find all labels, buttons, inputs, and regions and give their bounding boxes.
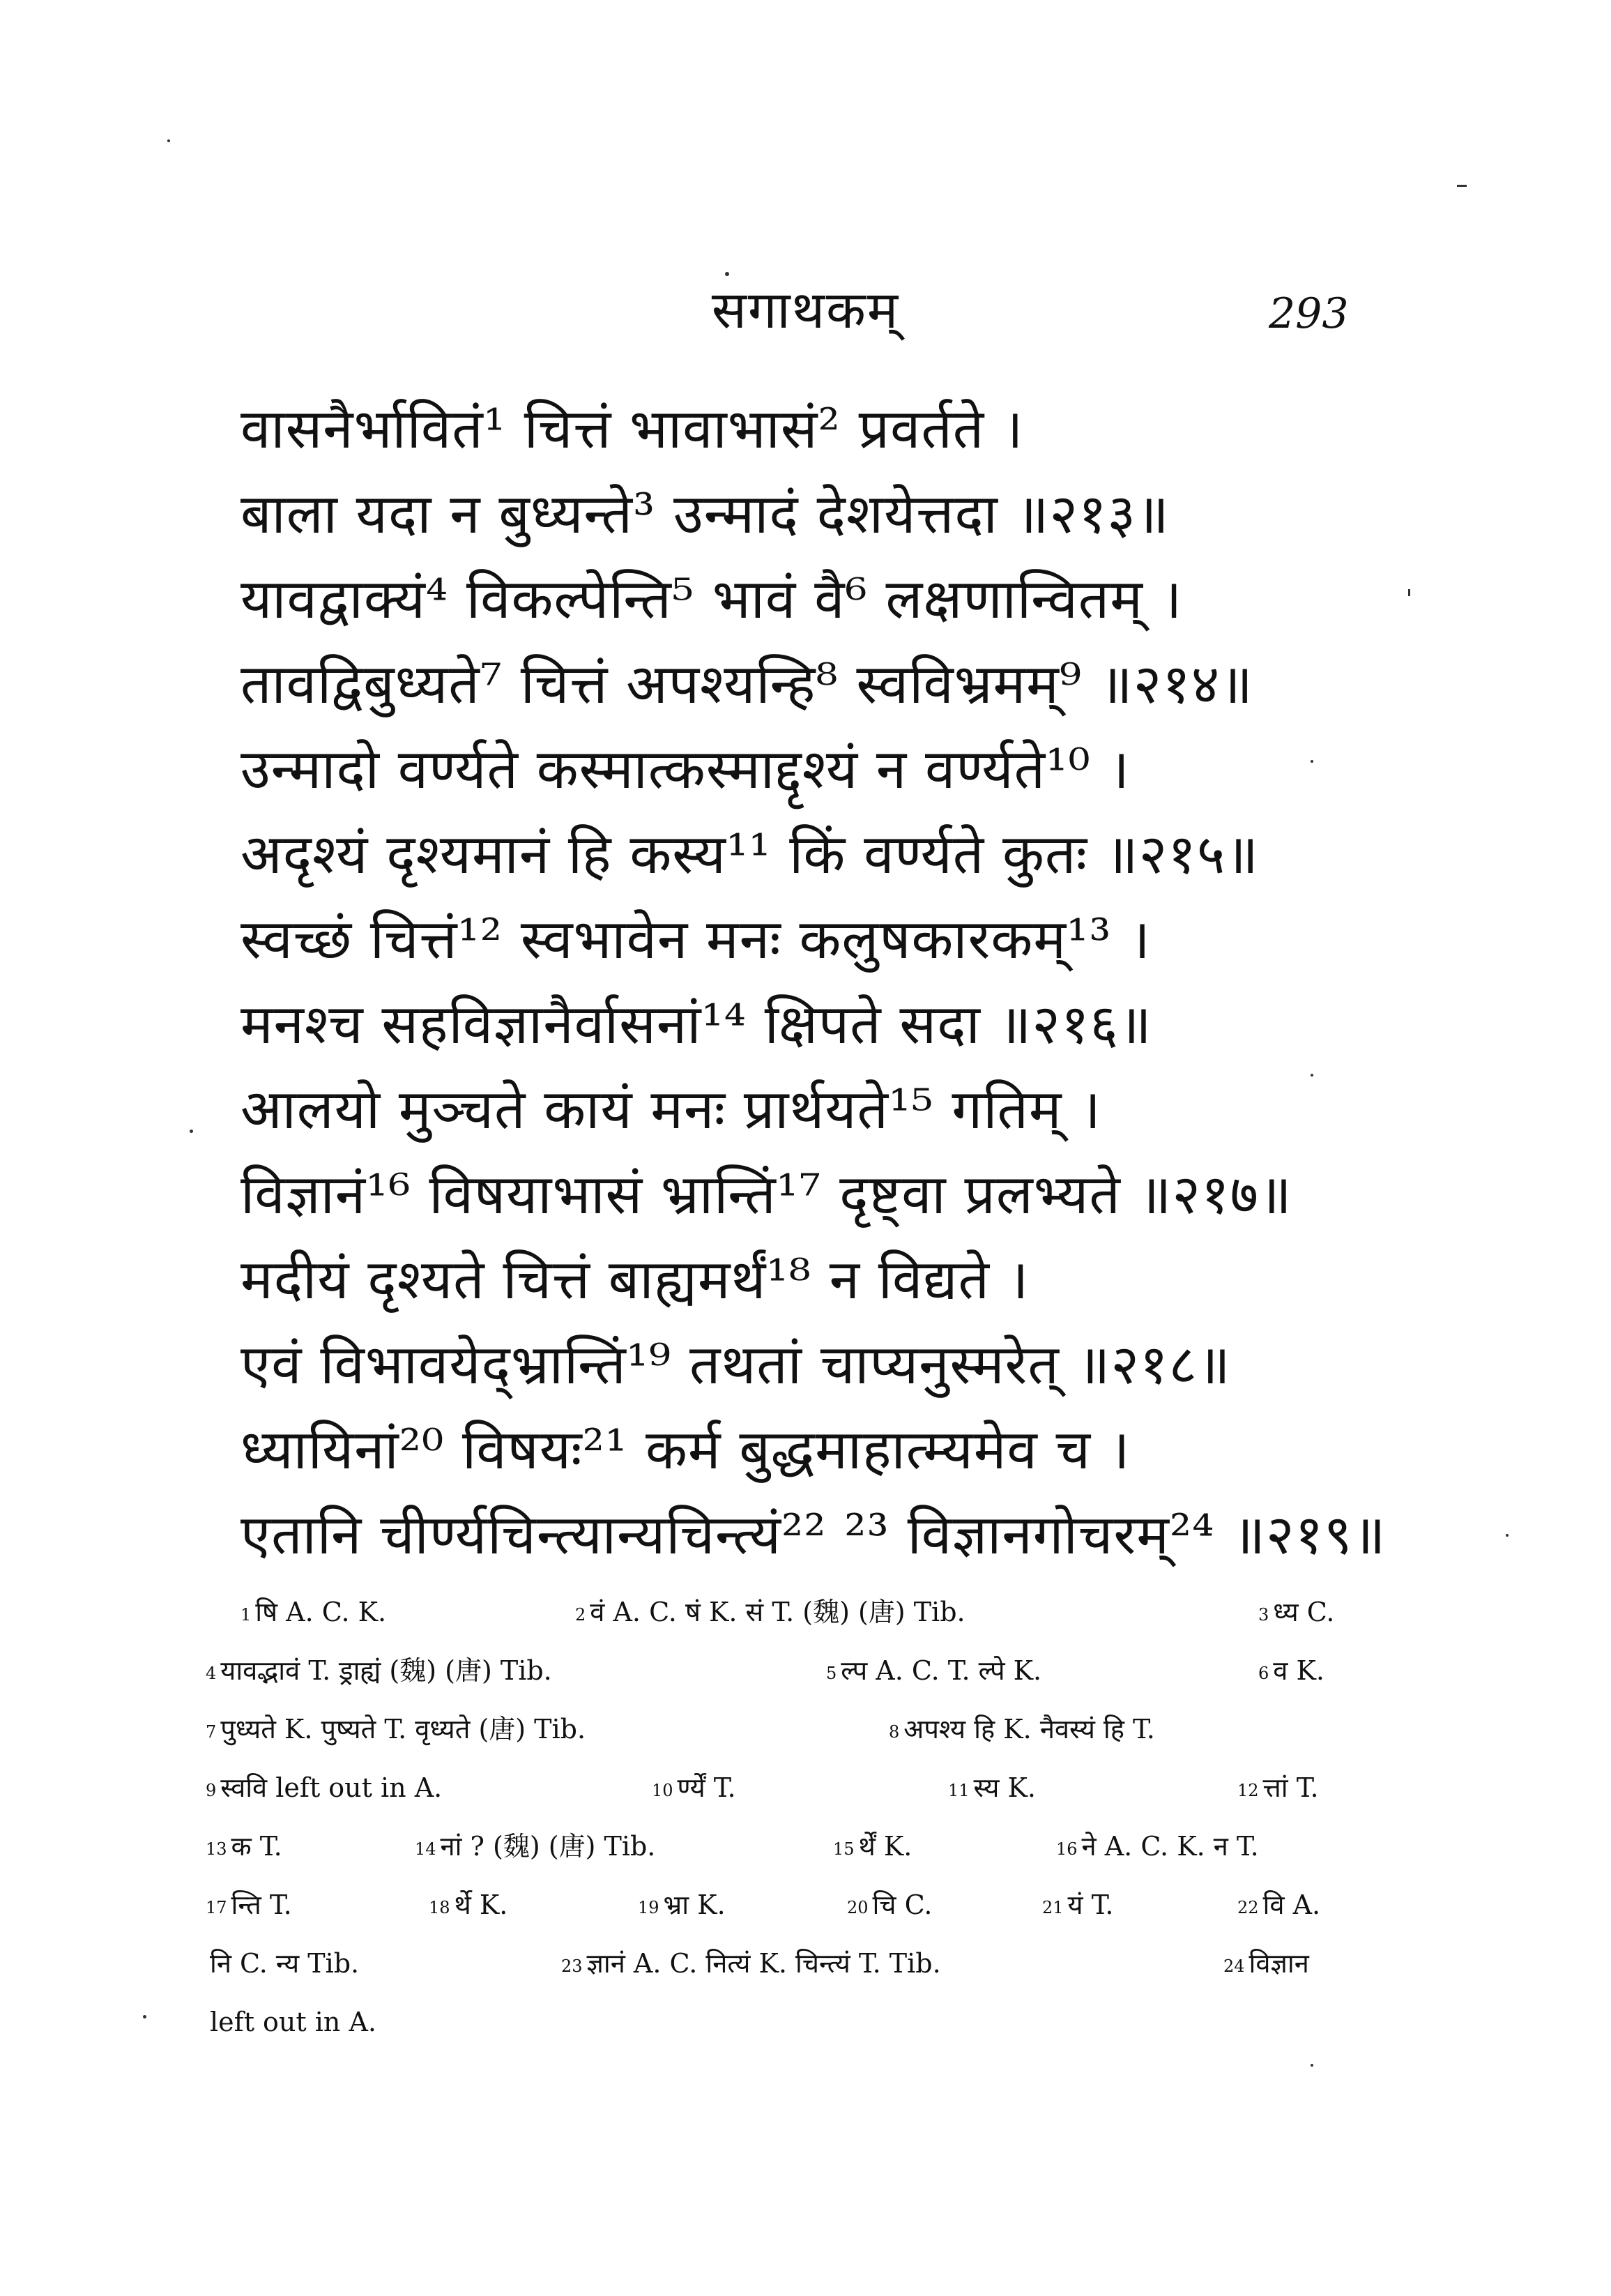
footnote-row	[206, 1934, 1384, 1993]
footnote: $^6$ व K.	[1258, 1655, 1324, 1686]
verse-line: विज्ञानं¹⁶ विषयाभासं भ्रान्तिं¹⁷ दृष्ट्वा प्रलभ्यते ॥२१७॥	[240, 1164, 1292, 1226]
scan-speck	[143, 2015, 146, 2018]
footnote: $^{18}$ र्थे K.	[429, 1890, 508, 1920]
verse-line: ध्यायिनां²⁰ विषयः²¹ कर्म बुद्धमाहात्म्यमेव च ।	[240, 1419, 1131, 1482]
verse-line: स्वच्छं चित्तं¹² स्वभावेन मनः कलुषकारकम्¹³ ।	[240, 908, 1151, 971]
scan-speck	[1311, 2064, 1313, 2067]
verse-line: आलयो मुञ्चते कायं मनः प्रार्थयते¹⁵ गतिम् ।	[240, 1079, 1101, 1141]
footnote: $^{19}$ भ्रा K.	[638, 1890, 726, 1920]
scan-speck	[1457, 185, 1467, 187]
footnote: $^7$ पुध्यते K. पुष्यते T. वृध्यते (唐) Tib.	[206, 1714, 586, 1744]
verse-line: एवं विभावयेद्भ्रान्तिं¹⁹ तथतां चाप्यनुस्मरेत् ॥२१८॥	[240, 1334, 1231, 1397]
footnote: $^{15}$ र्थें K.	[833, 1831, 913, 1862]
footnote: $^{14}$ नां ? (魏) (唐) Tib.	[415, 1831, 656, 1862]
scan-speck	[190, 1130, 193, 1133]
footnote: $^{11}$ स्य K.	[948, 1772, 1036, 1803]
verse-line: उन्मादो वर्ण्यते कस्मात्कस्माद्दृश्यं न वर्ण्यते¹⁰ ।	[240, 738, 1130, 801]
footnote-row	[206, 1758, 1384, 1817]
footnote: $^{20}$ चि C.	[847, 1890, 933, 1920]
footnotes	[206, 1583, 1384, 2051]
verse-line: अदृश्यं दृश्यमानं हि कस्य¹¹ किं वर्ण्यते कुतः ॥२१५॥	[240, 823, 1260, 886]
page-title: सगाथकम्	[711, 280, 900, 340]
footnote-row	[206, 1700, 1384, 1758]
footnote: left out in A.	[210, 2007, 376, 2037]
scan-speck	[1311, 760, 1313, 763]
page-number: 293	[1269, 289, 1349, 338]
footnote: $^1$ षि A. C. K.	[240, 1597, 387, 1627]
footnote-row	[206, 1817, 1384, 1876]
footnote: $^{21}$ यं T.	[1042, 1890, 1114, 1920]
footnote: $^2$ वं A. C. षं K. सं T. (魏) (唐) Tib.	[575, 1597, 965, 1627]
footnote: $^3$ ध्य C.	[1258, 1597, 1335, 1627]
footnote: $^8$ अपश्य हि K. नैवस्यं हि T.	[889, 1714, 1155, 1744]
footnote: $^9$ स्ववि left out in A.	[206, 1772, 443, 1803]
verse-line: मनश्च सहविज्ञानैर्वासनां¹⁴ क्षिपते सदा ॥२१६॥	[240, 994, 1152, 1056]
footnote: $^{16}$ ने A. C. K. न T.	[1056, 1831, 1259, 1862]
verse-line: वासनैर्भावितं¹ चित्तं भावाभासं² प्रवर्तते ।	[240, 398, 1024, 461]
footnote: $^{22}$ वि A.	[1237, 1890, 1321, 1920]
scan-speck	[1311, 1074, 1313, 1077]
verse-block	[240, 387, 1387, 1578]
footnote: $^{23}$ ज्ञानं A. C. नित्यं K. चिन्त्यं T. Tib.	[561, 1948, 941, 1979]
footnote-row	[206, 1876, 1384, 1934]
footnote: $^{13}$ क T.	[206, 1831, 282, 1862]
scan-speck	[1408, 589, 1410, 596]
scan-speck	[725, 272, 729, 276]
verse-line: बाला यदा न बुध्यन्ते³ उन्मादं देशयेत्तदा ॥२१३॥	[240, 483, 1170, 546]
footnote-row	[206, 1641, 1384, 1700]
footnote: $^{10}$ र्ण्यें T.	[652, 1772, 736, 1803]
footnote: $^{17}$ न्ति T.	[206, 1890, 292, 1920]
footnote: $^{24}$ विज्ञान	[1223, 1948, 1309, 1979]
scan-speck	[167, 139, 170, 142]
verse-line: मदीयं दृश्यते चित्तं बाह्यमर्थं¹⁸ न विद्यते ।	[240, 1249, 1030, 1312]
footnote: नि C. न्य Tib.	[210, 1948, 360, 1979]
footnote: $^{12}$ त्तां T.	[1237, 1772, 1319, 1803]
footnote: $^4$ यावद्भावं T. ड्राह्यं (魏) (唐) Tib.	[206, 1655, 552, 1686]
footnote: $^5$ ल्प A. C. T. ल्पे K.	[826, 1655, 1042, 1686]
verse-line: तावद्विबुध्यते⁷ चित्तं अपश्यन्हि⁸ स्वविभ्रमम्⁹ ॥२१४॥	[240, 653, 1254, 716]
verse-line: यावद्वाक्यं⁴ विकल्पेन्ति⁵ भावं वै⁶ लक्षणान्वितम् ।	[240, 568, 1183, 631]
footnote-row	[206, 1993, 1384, 2051]
verse-line: एतानि चीर्ण्यचिन्त्यान्यचिन्त्यं²² ²³ विज्ञानगोचरम्²⁴ ॥२१९॥	[240, 1504, 1387, 1567]
scan-speck	[1506, 1534, 1509, 1537]
footnote-row	[206, 1583, 1384, 1641]
